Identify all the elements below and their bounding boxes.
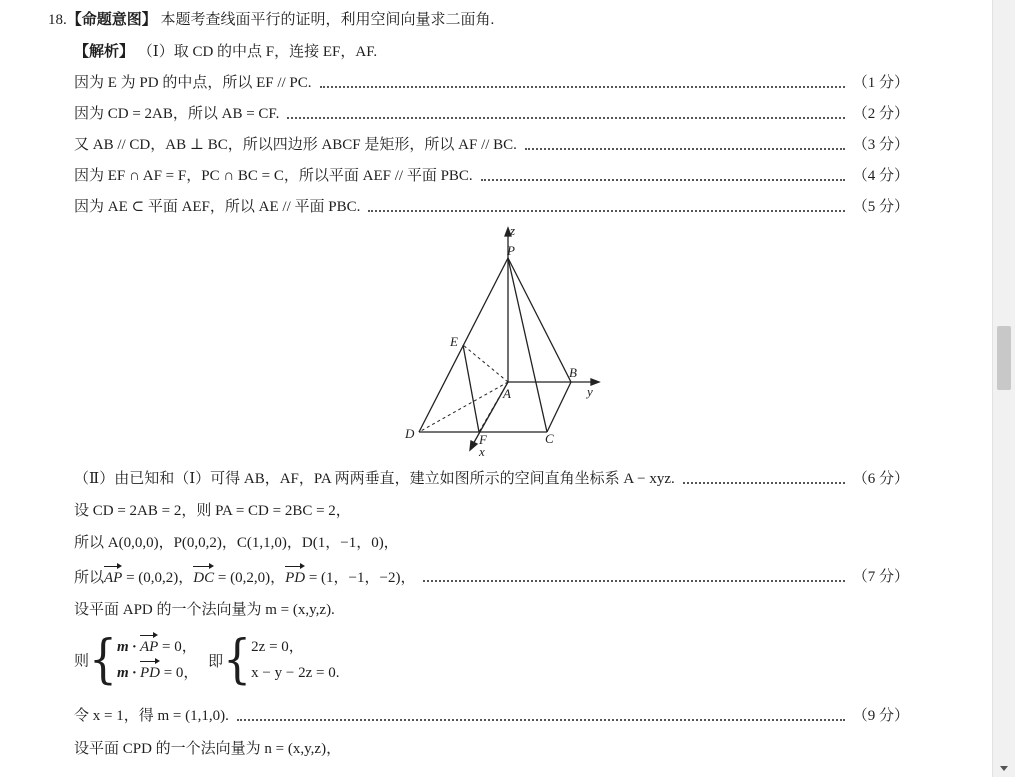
ji-text: 即 (208, 653, 224, 670)
equation-system (74, 628, 909, 696)
assumption-line: 设 CD = 2AB = 2，则 PA = CD = 2BC = 2， (74, 503, 351, 519)
equation-1: m · AP = 0， (117, 634, 198, 660)
equation-3: 2z = 0， (251, 639, 304, 655)
step-line (74, 164, 909, 188)
vectors-line (74, 565, 909, 589)
step-text: 因为 AE ⊂ 平面 AEF，所以 AE // 平面 PBC. (74, 199, 361, 215)
ze-text: 则 (74, 653, 90, 670)
scroll-down-arrow-icon[interactable] (1000, 766, 1008, 771)
leader-dots (287, 117, 844, 119)
leader-dots (525, 148, 845, 150)
step-line (74, 71, 909, 95)
vector-DC-value: = (0,2,0)， (214, 569, 286, 586)
x-axis-arrow (470, 441, 477, 450)
leader-dots (683, 482, 845, 484)
label-B: B (569, 365, 577, 380)
step-text: 因为 EF ∩ AF = F，PC ∩ BC = C，所以平面 AEF // 平面 PBC. (74, 168, 473, 184)
step-text: 因为 CD = 2AB，所以 AB = CF. (74, 106, 280, 122)
label-E: E (450, 334, 458, 349)
analysis-text: （Ⅰ）取 CD 的中点 F，连接 EF，AF. (137, 44, 378, 60)
step-points: （9 分） (852, 708, 909, 724)
step-text: 又 AB // CD，AB ⊥ BC，所以四边形 ABCF 是矩形，所以 AF // BC. (74, 137, 517, 153)
vector-PD-value: = (1，−1，−2)， (305, 569, 416, 586)
label-z: z (510, 223, 516, 238)
step-points: （3 分） (852, 137, 909, 153)
label-y: y (587, 384, 593, 399)
left-brace: { (223, 628, 252, 690)
solve-m-text: 令 x = 1，得 m = (1,1,0). (74, 708, 229, 724)
step-points: （1 分） (852, 75, 909, 91)
label-x: x (479, 444, 485, 459)
edge-PC (508, 258, 547, 432)
step-points: （4 分） (852, 168, 909, 184)
solution-intro (74, 40, 909, 64)
edge-PB (508, 258, 571, 382)
step-line (74, 704, 909, 728)
label-A: A (503, 386, 511, 401)
system-right (251, 634, 339, 686)
leader-dots (237, 719, 845, 721)
normal-vector-m-line: 设平面 APD 的一个法向量为 m = (x,y,z). (74, 602, 335, 618)
pyramid-figure (395, 222, 615, 460)
question-header (48, 8, 909, 32)
step-points: （5 分） (852, 199, 909, 215)
coordinates-line: 所以 A(0,0,0)，P(0,0,2)，C(1,1,0)，D(1，−1，0)， (74, 535, 399, 551)
equation-4: x − y − 2z = 0. (251, 665, 340, 681)
step-line (74, 195, 909, 219)
label-P: P (507, 243, 515, 258)
question-number: 18. (48, 12, 67, 28)
edge-BC (547, 382, 571, 432)
vectors-text (74, 565, 415, 590)
vector-DC: DC (193, 565, 214, 585)
leader-dots (320, 86, 845, 88)
equation-2: m · PD = 0， (117, 660, 198, 686)
vector-PD: PD (285, 565, 305, 585)
normal-vector-n-line: 设平面 CPD 的一个法向量为 n = (x,y,z)， (74, 741, 342, 757)
step-text: 因为 E 为 PD 的中点，所以 EF // PC. (74, 75, 312, 91)
leader-dots (481, 179, 845, 181)
vector-AP-value: = (0,0,2)， (122, 569, 194, 586)
edge-EF (463, 345, 479, 432)
leader-dots (368, 210, 844, 212)
step-line (74, 133, 909, 157)
left-brace: { (89, 628, 118, 690)
step-line (74, 102, 909, 126)
label-F: F (479, 432, 487, 447)
vectors-prefix: 所以 (74, 569, 105, 586)
step-points: （6 分） (852, 471, 909, 487)
intent-text: 本题考查线面平行的证明，利用空间向量求二面角. (160, 12, 495, 28)
analysis-tag: 【解析】 (74, 44, 135, 60)
vertical-scrollbar[interactable] (992, 0, 1015, 777)
step-points: （2 分） (852, 106, 909, 122)
step-line (74, 467, 909, 491)
label-C: C (545, 431, 554, 446)
vector-AP: AP (104, 565, 122, 585)
edge-AE (463, 345, 508, 382)
leader-dots (423, 580, 844, 582)
intent-tag: 【命题意图】 (66, 12, 157, 28)
system-left (117, 634, 198, 686)
step-points: （7 分） (852, 569, 909, 585)
label-D: D (405, 426, 415, 441)
scrollbar-thumb[interactable] (997, 326, 1011, 390)
part2-intro-text: （Ⅱ）由已知和（Ⅰ）可得 AB，AF，PA 两两垂直，建立如图所示的空间直角坐标系 A − xyz. (74, 471, 675, 487)
